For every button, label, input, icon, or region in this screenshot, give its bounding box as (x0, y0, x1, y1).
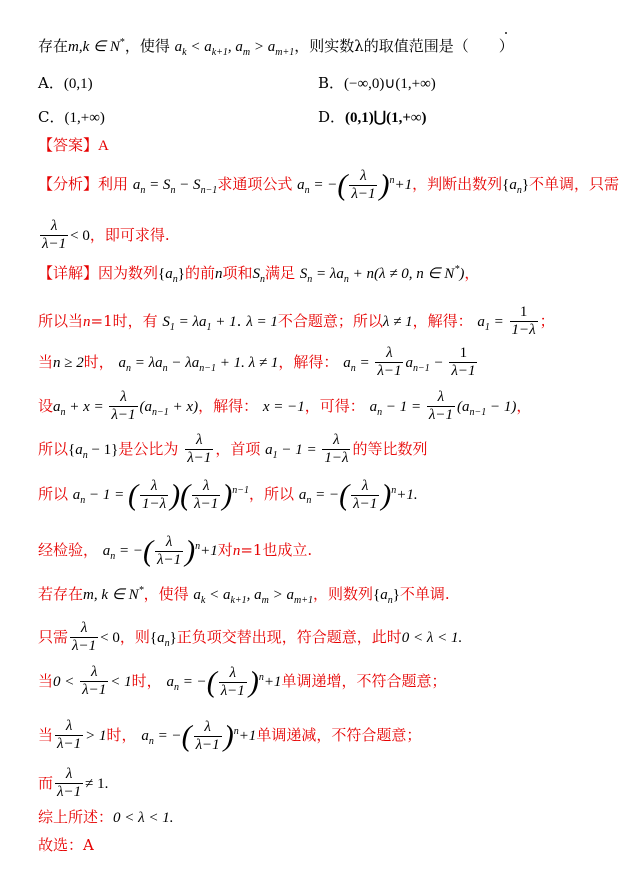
detail-line-6: 所以 $a_n - 1$ = ( $\frac{\lambda}{1-\lambda}$ )( $\frac{\lambda}{\lambda-1}$ )$^{n-1}$，所以 $a_n$ = −( $\frac{\lambda}{\lambda-1}$ )$^n$+1. (38, 478, 418, 513)
detail-line-12: 而 $\frac{\lambda}{\lambda-1}$ ≠ 1. (38, 766, 109, 801)
option-c: C．(1,+∞) (38, 108, 105, 126)
detail-line-10: 当0 < $\frac{\lambda}{\lambda-1}$ < 1时， $a_n$ = −( $\frac{\lambda}{\lambda-1}$ )$^n$+1单调递增，不符合题意； (38, 664, 447, 699)
detail-line-14: 故选：A (38, 836, 94, 854)
answer-line: 【答案】A (38, 136, 109, 154)
detail-line-11: 当 $\frac{\lambda}{\lambda-1}$ > 1时， $a_n$ = −( $\frac{\lambda}{\lambda-1}$ )$^n$+1单调递减，不符合题意； (38, 718, 422, 753)
analysis-line-1: 【分析】利用 $a_n = S_n - S_{n-1}$求通项公式 $a_n$ = −( $\frac{\lambda}{\lambda-1}$ )$^n$+1，判断出数列$\{a_n\}$不单调，只需 (38, 168, 620, 203)
detail-line-2: 所以当n=1时，有 $S_1 = \lambda a_1 + 1$. λ = 1不合题意；所以λ ≠ 1，解得： $a_1$ = $\frac{1}{1-\lambda}$ ； (38, 304, 555, 339)
question-stem: 存在m,k ∈ N*，使得 $a_k < a_{k+1}$, $a_m > a_{m+1}$，则实数λ的取值范围是（ ） (38, 37, 514, 58)
detail-line-1: 【详解】因为数列$\{a_n\}$的前n项和$S_n$满足 $S_n = \lambda a_n + n(\lambda \ne 0$, n ∈ N*)， (38, 264, 480, 285)
detail-line-3: 当n ≥ 2时， $a_n = \lambda a_n - \lambda a_{n-1} + 1$. λ ≠ 1，解得： $a_n$ = $\frac{\lambda}{\lambda-1}$ $a_{n-1}$ − $\frac{1}{\lambda-1}$ (38, 345, 476, 380)
option-a: A．(0,1) (38, 74, 93, 92)
option-b: B．(−∞,0)∪(1,+∞) (318, 74, 436, 92)
analysis-line-2: $\frac{\lambda}{\lambda-1}$ < 0，即可求得. (42, 218, 170, 253)
scan-dot (505, 32, 507, 34)
detail-line-8: 若存在m, k ∈ N*，使得 $a_k < a_{k+1}$, $a_m > a_{m+1}$，则数列$\{a_n\}$不单调. (38, 585, 450, 606)
detail-line-5: 所以$\{a_n - 1\}$是公比为 $\frac{\lambda}{\lambda-1}$ ，首项 $a_1 - 1$ = $\frac{\lambda}{1-\lambda}$ 的等比数列 (38, 432, 428, 467)
detail-line-9: 只需 $\frac{\lambda}{\lambda-1}$ < 0，则$\{a_n\}$正负项交替出现，符合题意，此时0 < λ < 1. (38, 620, 463, 655)
stem-condition: $a_k < a_{k+1}$, $a_m > a_{m+1}$ (174, 39, 295, 58)
detail-line-13: 综上所述：0 < λ < 1. (38, 808, 174, 826)
detail-line-7: 经检验， $a_n$ = −( $\frac{\lambda}{\lambda-1}$ )$^n$+1对n=1也成立. (38, 534, 313, 569)
detail-line-4: 设$a_n + x$ = $\frac{\lambda}{\lambda-1}$ $(a_{n-1} + x)$，解得： x = −1，可得： $a_n - 1$ = $\frac{\lambda}{\lambda-1}$ $(a_{n-1} - 1)$， (38, 389, 532, 424)
option-d: D．(0,1)⋃(1,+∞) (318, 108, 427, 126)
